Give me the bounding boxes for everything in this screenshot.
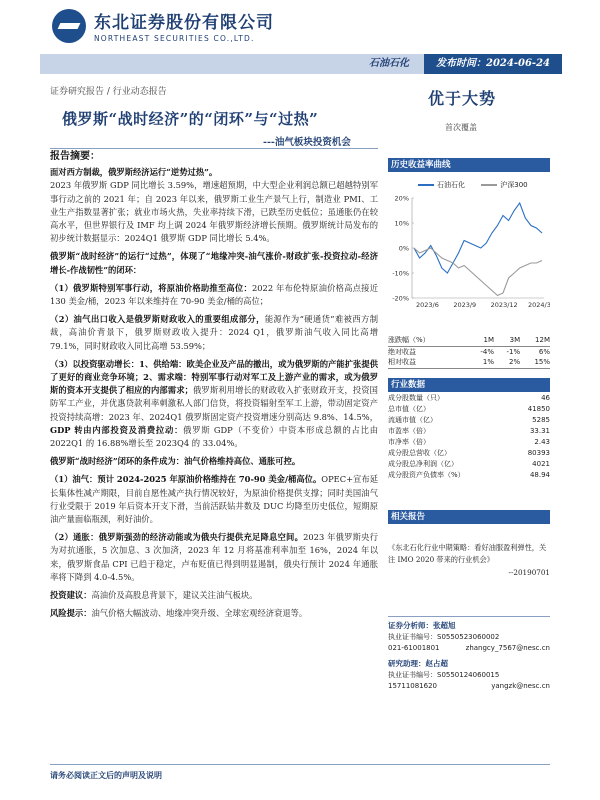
company-name-cn: 东北证券股份有限公司: [94, 13, 274, 33]
table-cell: 总市值（亿）: [388, 404, 430, 413]
paragraph-text: OPEC+宣布延长集体性减产期限，目前自愿性减产执行情况较好，为原油价格提供支撑；同时美国油气行业受限于 2019 年后资本开支下滑，当前活跃钻井数及 DUC 均降至历史低位，短期原油产量面临瓶颈，利好油价。: [50, 474, 378, 525]
logo-icon: [52, 9, 86, 43]
table-row: [388, 357, 550, 368]
analyst-contact: [388, 643, 550, 654]
rating-value: 优于大势: [428, 89, 497, 108]
x-tick-label: 2023/9: [453, 301, 477, 309]
y-tick-label: 10%: [394, 219, 409, 228]
paragraph: [50, 589, 378, 602]
related-report-title[interactable]: 《东北石化行业中期策略：看好油服盈利弹性，关注 IMO 2020 带来的行业机会》: [388, 543, 547, 564]
table-header-row: [388, 335, 550, 346]
analyst-role: 证券分析师：: [388, 621, 433, 630]
paragraph: [50, 313, 378, 353]
chart-plot: [388, 176, 550, 316]
paragraph-lead: 风险提示：: [50, 608, 92, 619]
legend-label-sector: 石油石化: [437, 181, 465, 189]
table-cell: 2%: [509, 358, 521, 367]
table-cell: 相对收益: [388, 358, 416, 367]
analyst-name: 赵占超: [425, 659, 448, 668]
table-cell: 成分股数量（只）: [388, 393, 444, 402]
paragraph-lead: （1）俄罗斯特别军事行动，将原油价格助推至高位：: [50, 282, 252, 293]
footer-divider: [50, 764, 550, 765]
table-cell: 1%: [482, 358, 494, 367]
table-cell: 市盈率（倍）: [388, 426, 430, 435]
rating-sub: 首次覆盖: [445, 123, 477, 132]
y-tick-label: -20%: [392, 294, 409, 303]
table-header: 涨跌幅（%）: [388, 336, 430, 345]
paragraph-text: 2023 年俄罗斯 GDP 同比增长 3.59%，增速超预期，中大型企业利润总额已超越特别军事行动之前的 2021 年；自 2023 年以来，俄罗斯工业生产景气上行，制造业 PMI、工业生产指数显著扩张；就业市场火热，失业率持续下滑，已跌至历史低位；虽通胀仍在较高水平，但世界银行及 IMF 均上调 2024 年俄罗斯经济增长预期。俄罗斯统计局发布的初步统计数据显示：2024Q1 俄罗斯 GDP 同比增长 5.4%。: [50, 180, 378, 244]
paragraph: [50, 473, 378, 526]
table-cell: 市净率（倍）: [388, 437, 430, 446]
paragraph-text: 能源作为“硬通货”难被西方制裁，高油价背景下，俄罗斯财政收入提升：2024 Q1，俄罗斯油气收入同比高增 79.1%，同时财政收入同比高增 53.59%；: [50, 314, 379, 351]
y-tick-label: 20%: [394, 194, 409, 203]
analyst-cert: 执业证书编号：S0550523060002: [388, 633, 500, 641]
return-chart: [388, 176, 550, 316]
y-tick-label: 0%: [398, 244, 409, 253]
report-title: 俄罗斯“战时经济”的“闭环”与“过热”: [62, 110, 319, 128]
footer-note: 请务必阅读正文后的声明及说明: [50, 770, 162, 780]
related-reports-head: 相关报告: [388, 510, 550, 524]
related-report-date: --20190701: [508, 568, 550, 577]
legend-item-index: [481, 180, 527, 190]
company-logo: [52, 8, 274, 43]
paragraph: [50, 531, 378, 584]
summary-heading: 报告摘要：: [50, 151, 100, 162]
table-row: [388, 469, 550, 480]
header-bar: [40, 54, 562, 74]
paragraph-lead: 俄罗斯“战时经济”的运行“过热”，体现了“地缘冲突-油气涨价-财政扩张-投资拉动-经济增长-作战韧性”的闭环：: [50, 251, 378, 275]
table-header: 3M: [509, 336, 521, 345]
analyst-email[interactable]: yangzk@nesc.cn: [491, 682, 550, 690]
paragraph-lead: 面对西方制裁，俄罗斯经济运行“逆势过热”。: [50, 167, 218, 178]
table-row: [388, 403, 550, 414]
table-cell: 46: [541, 393, 550, 402]
table-row: [388, 392, 550, 403]
paragraph-lead: （1）油气：预计 2024-2025 年原油价格维持在 70-90 美金/桶高位。: [50, 474, 322, 485]
table-cell: 6%: [538, 347, 550, 356]
table-cell: 80393: [527, 448, 550, 457]
company-name-en: NORTHEAST SECURITIES CO.,LTD.: [94, 34, 255, 43]
table-row: [388, 458, 550, 469]
paragraph-lead: （2）油气出口收入是俄罗斯财政收入的重要组成部分，: [50, 314, 265, 325]
industry-data-section: [388, 378, 550, 480]
paragraph-text: 俄罗斯利用增长的财政收入扩张财政开支，投资国防军工产业，并优惠贷款利率刺激私人部门信贷，将投资辐射至军工上游，带动固定资产投资持续高增：2023 年、2024Q1 俄罗斯固定资产投资增速分别高达 9.8%、14.5%，: [50, 385, 378, 422]
summary-body: [50, 150, 378, 626]
analyst-email[interactable]: zhangcy_7567@nesc.cn: [465, 644, 550, 652]
paragraph: [50, 282, 378, 308]
related-report: [388, 542, 550, 579]
table-cell: 15%: [534, 358, 550, 367]
table-cell: 5285: [532, 415, 550, 424]
analyst-name: 张超旭: [433, 621, 456, 630]
breadcrumb: 证券研究报告 / 行业动态报告: [50, 87, 167, 97]
table-cell: 绝对收益: [388, 347, 416, 356]
legend-label-index: 沪深300: [500, 181, 528, 189]
legend-item-sector: [418, 180, 465, 190]
table-row: [388, 414, 550, 425]
report-subtitle: ---油气板块投资机会: [263, 137, 351, 148]
series-line-index: [414, 248, 542, 296]
paragraph-lead: （2）通胀：俄罗斯强劲的经济动能或为俄央行提供充足降息空间。: [50, 532, 304, 543]
paragraph-text: 油气价格大幅波动、地缘冲突升级、全球宏观经济衰退等。: [91, 608, 308, 619]
table-header: 1M: [483, 336, 494, 345]
analyst-phone: 021-61001801: [388, 644, 440, 652]
analyst-block: [388, 616, 550, 692]
industry-data-table: [388, 392, 550, 480]
analyst-line: [388, 620, 550, 632]
paragraph-lead: 投资建议：: [50, 590, 92, 601]
table-row: [388, 346, 550, 357]
table-cell: 流通市值（亿）: [388, 415, 437, 424]
paragraph-lead: GDP 转由内部投资及消费拉动：: [50, 424, 184, 435]
paragraph-text: 俄罗斯 GDP（不变价）中资本形成总额的占比由 2022Q1 的 16.88%增长至 2023Q4 的 33.04%。: [50, 424, 378, 449]
table-header: 12M: [535, 336, 550, 345]
x-tick-label: 2023/6: [416, 301, 439, 309]
table-cell: 41850: [527, 404, 550, 413]
paragraph-lead: 俄罗斯“战时经济”闭环的条件成为：油气价格维持高位、通胀可控。: [50, 456, 301, 467]
paragraph: [50, 358, 378, 450]
related-reports-section: [388, 510, 550, 579]
chart-section-head: 历史收益率曲线: [388, 158, 550, 172]
performance-table: [388, 335, 550, 369]
divider: [50, 148, 378, 149]
publish-date: 发布时间：2024-06-24: [424, 54, 562, 74]
table-cell: 4021: [532, 459, 550, 468]
series-line-sector: [414, 203, 542, 273]
paragraph-text: 2023 年俄罗斯央行为对抗通胀，5 次加息、3 次加済，2023 年 12 月将基准利率加至 16%，2024 年以来，俄罗斯食品 CPI 已趋于稳定，卢布贬值已得到明显遏制，俄央行预计 2024 年通胀率将下降到 4.0-4.5%。: [50, 532, 378, 582]
paragraph: [50, 607, 378, 620]
table-cell: -4%: [480, 347, 494, 356]
paragraph-text: 2022 年布伦特原油价格高点接近 130 美金/桶，2023 年以来维持在 70-90 美金/桶的高位；: [50, 282, 378, 307]
x-tick-label: 2024/3: [528, 301, 550, 309]
industry-data-head: 行业数据: [388, 378, 550, 392]
y-tick-label: -10%: [392, 269, 409, 278]
table-cell: 33.31: [529, 426, 550, 435]
table-row: [388, 425, 550, 436]
table-cell: 成分股总营收（亿）: [388, 448, 451, 457]
paragraph-lead: （3）以投资驱动增长：1、供给端：欧美企业及产品的撤出，或为俄罗斯的产能扩张提供了更好的商业竞争环境；2、需求端：特别军事行动对军工及上游产业的需求，或为俄罗斯的资本开支提供了相应的内部需求；: [50, 358, 378, 396]
table-cell: 48.94: [529, 470, 550, 479]
table-cell: 2.43: [534, 437, 550, 446]
table-cell: 成分股资产负债率（%）: [388, 470, 465, 479]
analyst-phone: 15711081620: [388, 682, 437, 690]
table-row: [388, 436, 550, 447]
table-cell: 成分股总净利润（亿）: [388, 459, 458, 468]
sector-label: 石油石化: [369, 58, 409, 69]
x-tick-label: 2023/12: [490, 301, 518, 309]
analyst-role: 研究助理：: [388, 659, 426, 668]
analyst-line: [388, 658, 550, 670]
chart-legend: [388, 180, 550, 190]
paragraph: [50, 166, 378, 245]
table-cell: -1%: [506, 347, 521, 356]
analyst-contact: [388, 681, 550, 692]
analyst-cert: 执业证书编号：S0550124060015: [388, 671, 500, 679]
paragraph-text: 高油价及高股息背景下，建议关注油气板块。: [91, 590, 258, 601]
table-row: [388, 447, 550, 458]
